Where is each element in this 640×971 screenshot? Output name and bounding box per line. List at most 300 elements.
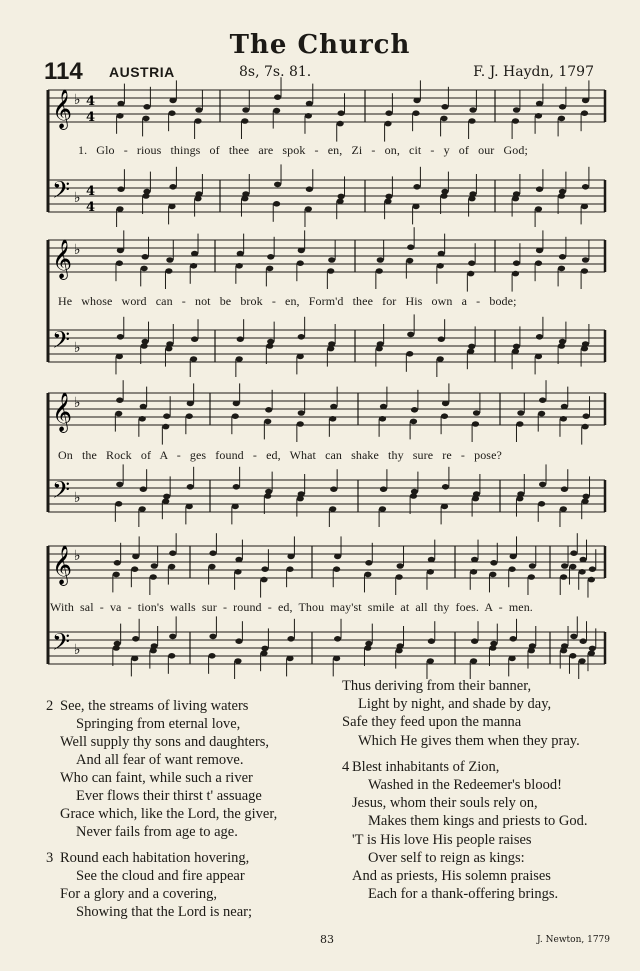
time-signature: 4 [86, 110, 96, 125]
note-head [337, 198, 344, 204]
verse-line: See the cloud and fire appear [76, 868, 245, 884]
verse-line: Round each habitation hovering, [60, 850, 250, 866]
note-head [559, 254, 566, 260]
note-head [190, 263, 197, 269]
note-head [333, 656, 340, 662]
note-head [410, 419, 417, 425]
note-head [538, 411, 545, 417]
note-head [579, 569, 586, 575]
verse-line: See, the streams of living waters [60, 698, 249, 714]
note-head [297, 496, 304, 502]
note-head [236, 356, 243, 362]
note-head [297, 421, 304, 427]
verse-line: Showing that the Lord is near; [76, 904, 252, 920]
note-head [150, 648, 157, 654]
note-head [273, 201, 280, 207]
note-head [407, 332, 414, 338]
note-head [535, 206, 542, 212]
tune-name: AUSTRIA [109, 64, 175, 80]
bass-clef-icon: 𝄢 [52, 628, 71, 661]
note-head [570, 550, 577, 556]
note-head [242, 107, 249, 113]
verse-line: And all fear of want remove. [76, 752, 244, 768]
note-head [510, 636, 517, 642]
note-head [117, 248, 124, 254]
page-title: The Church [229, 30, 411, 60]
note-head [441, 504, 448, 510]
note-head [327, 268, 334, 274]
verse-line: And as priests, His solemn praises [352, 868, 551, 884]
note-head [334, 636, 341, 642]
note-head [413, 184, 420, 190]
note-head [338, 110, 345, 116]
note-head [582, 184, 589, 190]
note-head [194, 196, 201, 202]
note-head [187, 401, 194, 407]
note-head [516, 496, 523, 502]
note-head [377, 257, 384, 263]
note-head [116, 482, 123, 488]
note-head [142, 193, 149, 199]
verse-line: Each for a thank-offering brings. [368, 886, 559, 903]
note-head [168, 110, 175, 116]
note-head [581, 346, 588, 352]
note-head [209, 634, 216, 640]
treble-clef-icon: 𝄞 [52, 239, 73, 279]
note-head [583, 494, 590, 500]
note-head [512, 271, 519, 277]
note-head [528, 648, 535, 654]
verse-line: Ever flows their thirst t' assuage [76, 788, 262, 804]
time-signature: 4 [86, 94, 96, 109]
note-head [384, 198, 391, 204]
note-head [139, 506, 146, 512]
note-head [489, 645, 496, 651]
verse-line: Never fails from age to age. [76, 824, 238, 840]
note-head [538, 501, 545, 507]
note-head [516, 421, 523, 427]
note-head [582, 424, 589, 430]
verse-number: 4 [342, 758, 350, 775]
note-head [509, 566, 516, 572]
verse-line: Safe they feed upon the manna [342, 714, 522, 731]
note-head [385, 194, 392, 200]
note-head [364, 645, 371, 651]
note-head [396, 648, 403, 654]
note-head [380, 486, 387, 492]
note-head [412, 110, 419, 116]
note-head [440, 193, 447, 199]
note-head [169, 184, 176, 190]
note-head [116, 206, 123, 212]
page-number: 83 [320, 933, 334, 946]
note-head [150, 574, 157, 580]
note-head [235, 557, 242, 563]
note-head [580, 638, 587, 644]
note-head [165, 346, 172, 352]
note-head [513, 260, 520, 266]
note-head [337, 121, 344, 127]
note-head [195, 107, 202, 113]
treble-clef-icon: 𝄞 [52, 89, 73, 129]
note-head [558, 116, 565, 122]
note-head [512, 348, 519, 354]
note-head [512, 118, 519, 124]
note-head [241, 196, 248, 202]
meter: 8s, 7s. 81. [239, 64, 312, 80]
flat-icon: ♭ [74, 340, 81, 356]
verse-line: Springing from eternal love, [76, 716, 241, 732]
note-head [234, 658, 241, 664]
note-head [581, 110, 588, 116]
note-head [536, 334, 543, 340]
note-head [267, 254, 274, 260]
note-head [191, 251, 198, 257]
note-head [166, 257, 173, 263]
verse-line: Washed in the Redeemer's blood! [368, 777, 562, 793]
treble-clef-icon: 𝄞 [52, 545, 73, 585]
note-head [560, 506, 567, 512]
note-head [559, 104, 566, 110]
note-head [165, 268, 172, 274]
note-head [306, 186, 313, 192]
note-head [141, 343, 148, 349]
note-head [261, 566, 268, 572]
composer: F. J. Haydn, 1797 [473, 64, 594, 80]
verse-number: 2 [46, 698, 54, 714]
time-signature: 4 [86, 200, 96, 215]
note-head [472, 496, 479, 502]
verse-line: Light by night, and shade by day, [358, 696, 552, 713]
note-head [113, 645, 120, 651]
note-head [274, 94, 281, 100]
note-head [115, 501, 122, 507]
note-head [384, 121, 391, 127]
note-head [558, 266, 565, 272]
note-head [364, 572, 371, 578]
note-head [169, 634, 176, 640]
note-head [442, 484, 449, 490]
lyric-line-2: He whose word can - not be brok - en, Form'd thee for His own a - bode; [58, 294, 517, 308]
note-head [163, 413, 170, 419]
note-head [186, 413, 193, 419]
note-head [286, 566, 293, 572]
note-head [140, 486, 147, 492]
note-head [580, 557, 587, 563]
note-head [379, 506, 386, 512]
note-head [588, 577, 595, 583]
note-head [438, 251, 445, 257]
note-head [131, 656, 138, 662]
note-head [298, 248, 305, 254]
flat-icon: ♭ [74, 642, 81, 658]
note-head [561, 404, 568, 410]
note-head [583, 413, 590, 419]
note-head [287, 554, 294, 560]
note-head [232, 504, 239, 510]
note-head [513, 344, 520, 350]
note-head [470, 569, 477, 575]
lyric-line-3: On the Rock of A - ges found - ed, What can shake thy sure re - pose? [58, 448, 502, 462]
note-head [297, 260, 304, 266]
note-head [330, 486, 337, 492]
note-head [535, 354, 542, 360]
note-head [428, 557, 435, 563]
note-head [141, 266, 148, 272]
bass-clef-icon: 𝄢 [52, 476, 71, 509]
note-head [558, 193, 565, 199]
bass-clef-icon: 𝄢 [52, 176, 71, 209]
note-head [441, 413, 448, 419]
note-head [535, 260, 542, 266]
note-head [428, 638, 435, 644]
note-head [582, 257, 589, 263]
note-head [468, 118, 475, 124]
note-head [208, 564, 215, 570]
note-head [260, 577, 267, 583]
note-head [468, 260, 475, 266]
note-head [329, 416, 336, 422]
lyric-line-4: With sal - va - tion's walls sur - round - ed, Thou may'st smile at all thy foes. A - men. [50, 600, 533, 614]
note-head [412, 204, 419, 210]
note-head [266, 266, 273, 272]
note-head [237, 336, 244, 342]
note-head [379, 416, 386, 422]
note-head [233, 401, 240, 407]
note-head [471, 638, 478, 644]
flat-icon: ♭ [74, 395, 81, 411]
note-head [471, 557, 478, 563]
note-head [427, 569, 434, 575]
note-head [529, 563, 536, 569]
flat-icon: ♭ [74, 190, 81, 206]
note-head [589, 566, 596, 572]
text-author: J. Newton, 1779 [537, 935, 610, 945]
note-head [410, 493, 417, 499]
verse-line: Blest inhabitants of Zion, [352, 758, 500, 775]
note-head [528, 574, 535, 580]
note-head [116, 260, 123, 266]
note-head [588, 650, 595, 656]
note-head [327, 346, 334, 352]
note-head [467, 348, 474, 354]
note-head [581, 204, 588, 210]
note-head [406, 258, 413, 264]
note-head [117, 186, 124, 192]
note-head [298, 334, 305, 340]
time-signature: 4 [86, 184, 96, 199]
note-head [376, 346, 383, 352]
verse-line: Who can faint, while such a river [60, 770, 253, 786]
note-head [569, 653, 576, 659]
note-head [438, 336, 445, 342]
note-head [441, 104, 448, 110]
note-head [397, 563, 404, 569]
note-head [298, 410, 305, 416]
note-head [468, 196, 475, 202]
flat-icon: ♭ [74, 548, 81, 564]
note-head [117, 334, 124, 340]
note-head [235, 638, 242, 644]
lyric-line-1: 1. Glo - rious things of thee are spok - en, Zi - on, cit - y of our God; [78, 143, 528, 157]
note-head [241, 118, 248, 124]
note-head [440, 116, 447, 122]
note-head [260, 650, 267, 656]
note-head [536, 248, 543, 254]
treble-clef-icon: 𝄞 [52, 392, 73, 432]
note-head [581, 268, 588, 274]
note-head [535, 113, 542, 119]
note-head [468, 344, 475, 350]
verse-line: Grace which, like the Lord, the giver, [60, 806, 278, 822]
note-head [187, 484, 194, 490]
flat-icon: ♭ [74, 490, 81, 506]
note-head [131, 566, 138, 572]
bass-clef-icon: 𝄢 [52, 326, 71, 359]
hymn-number: 114 [44, 58, 83, 85]
verse-line: Over self to reign as kings: [368, 849, 525, 866]
note-head [513, 107, 520, 113]
note-head [385, 110, 392, 116]
note-head [472, 421, 479, 427]
note-head [306, 101, 313, 107]
note-head [517, 410, 524, 416]
note-head [142, 116, 149, 122]
note-head [273, 108, 280, 114]
note-head [264, 419, 271, 425]
note-head [561, 563, 568, 569]
note-head [191, 336, 198, 342]
note-head [380, 404, 387, 410]
note-head [194, 118, 201, 124]
note-head [334, 554, 341, 560]
note-head [274, 182, 281, 188]
note-head [558, 343, 565, 349]
verse-line: Jesus, whom their souls rely on, [352, 795, 538, 812]
flat-icon: ♭ [74, 242, 81, 258]
note-head [413, 98, 420, 104]
flat-icon: ♭ [74, 92, 81, 108]
note-head [162, 424, 169, 430]
note-head [132, 554, 139, 560]
note-head [113, 572, 120, 578]
note-head [237, 251, 244, 257]
note-head [208, 653, 215, 659]
note-head [560, 416, 567, 422]
note-head [510, 554, 517, 560]
note-head [116, 113, 123, 119]
note-head [232, 413, 239, 419]
note-head [365, 560, 372, 566]
note-head [560, 648, 567, 654]
note-head [512, 196, 519, 202]
note-head [139, 416, 146, 422]
note-head [286, 656, 293, 662]
note-head [330, 404, 337, 410]
note-head [539, 482, 546, 488]
note-head [490, 560, 497, 566]
note-head [297, 354, 304, 360]
note-head [569, 564, 576, 570]
verse-line: Which He gives them when they pray. [358, 732, 580, 749]
note-head [467, 271, 474, 277]
verse-line: Thus deriving from their banner, [342, 678, 532, 694]
note-head [186, 504, 193, 510]
verse-line: Makes them kings and priests to God. [368, 813, 588, 830]
note-head [163, 494, 170, 500]
verse-line: Well supply thy sons and daughters, [60, 734, 270, 750]
verse-line: For a glory and a covering, [60, 886, 218, 902]
verse-line: 'T is His love His people raises [352, 831, 532, 848]
note-head [333, 566, 340, 572]
note-head [560, 574, 567, 580]
note-head [266, 343, 273, 349]
note-head [437, 356, 444, 362]
note-head [114, 560, 121, 566]
note-head [396, 574, 403, 580]
note-head [162, 498, 169, 504]
note-head [305, 113, 312, 119]
note-head [142, 254, 149, 260]
note-head [261, 646, 268, 652]
note-head [117, 101, 124, 107]
note-head [190, 356, 197, 362]
note-head [116, 397, 123, 403]
note-head [442, 401, 449, 407]
note-head [437, 263, 444, 269]
note-head [489, 572, 496, 578]
note-head [151, 563, 158, 569]
note-head [473, 410, 480, 416]
note-head [579, 658, 586, 664]
note-head [169, 550, 176, 556]
note-head [264, 493, 271, 499]
note-head [376, 268, 383, 274]
note-head [469, 107, 476, 113]
note-head [470, 658, 477, 664]
note-head [169, 98, 176, 104]
note-head [140, 404, 147, 410]
note-head [234, 569, 241, 575]
note-head [589, 646, 596, 652]
note-head [168, 653, 175, 659]
note-head [115, 411, 122, 417]
note-head [582, 98, 589, 104]
note-head [570, 634, 577, 640]
note-head [407, 244, 414, 250]
note-head [539, 397, 546, 403]
note-head [561, 486, 568, 492]
note-head [536, 186, 543, 192]
note-head [509, 656, 516, 662]
verse-number: 3 [46, 850, 54, 866]
note-head [406, 351, 413, 357]
note-head [329, 506, 336, 512]
note-head [338, 194, 345, 200]
note-head [328, 257, 335, 263]
note-head [582, 498, 589, 504]
note-head [168, 564, 175, 570]
note-head [143, 104, 150, 110]
note-head [411, 407, 418, 413]
note-head [265, 407, 272, 413]
note-head [287, 636, 294, 642]
note-head [132, 636, 139, 642]
note-head [536, 101, 543, 107]
note-head [116, 354, 123, 360]
note-head [168, 204, 175, 210]
note-head [209, 550, 216, 556]
